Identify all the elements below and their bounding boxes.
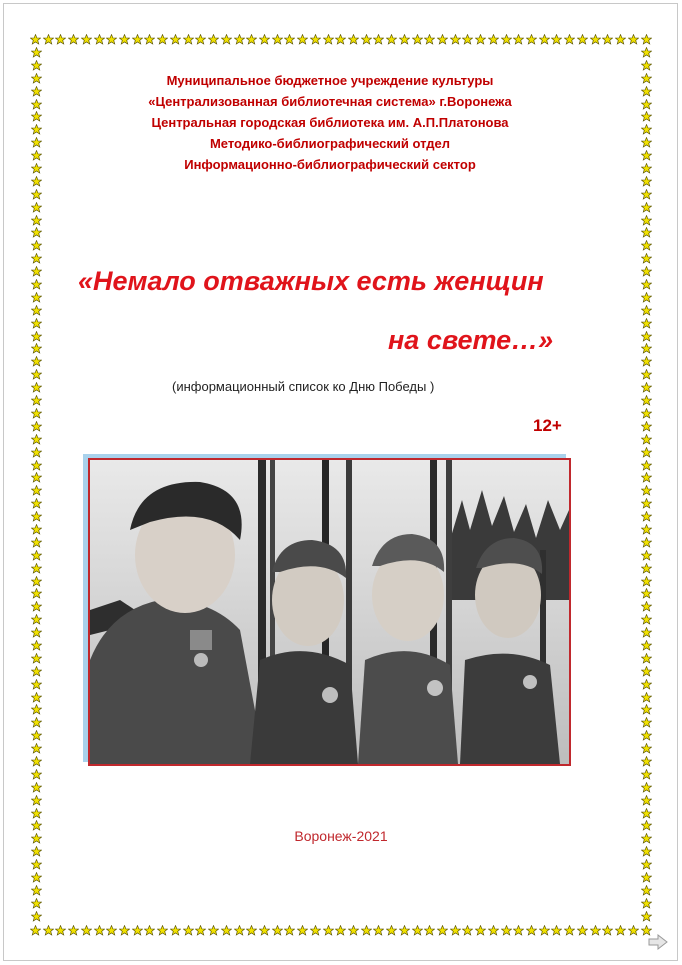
border-star-icon <box>399 925 410 936</box>
border-star-icon <box>641 511 652 522</box>
border-star-icon <box>31 369 42 380</box>
border-star-icon <box>641 331 652 342</box>
border-star-icon <box>641 266 652 277</box>
border-star-icon <box>641 550 652 561</box>
border-star-icon <box>31 692 42 703</box>
border-star-icon <box>641 99 652 110</box>
border-star-icon <box>424 34 435 45</box>
star-border-left <box>30 47 42 922</box>
border-star-icon <box>31 550 42 561</box>
border-star-icon <box>31 395 42 406</box>
border-star-icon <box>208 925 219 936</box>
border-star-icon <box>373 34 384 45</box>
border-star-icon <box>157 925 168 936</box>
wartime-photo <box>88 458 571 766</box>
border-star-icon <box>259 34 270 45</box>
border-star-icon <box>157 34 168 45</box>
border-star-icon <box>323 925 334 936</box>
border-star-icon <box>30 34 41 45</box>
border-star-icon <box>641 498 652 509</box>
border-star-icon <box>641 808 652 819</box>
border-star-icon <box>31 614 42 625</box>
border-star-icon <box>641 292 652 303</box>
page-title-line-1: «Немало отважных есть женщин <box>78 266 544 296</box>
border-star-icon <box>31 730 42 741</box>
border-star-icon <box>31 511 42 522</box>
border-star-icon <box>590 925 601 936</box>
border-star-icon <box>641 614 652 625</box>
border-star-icon <box>641 447 652 458</box>
border-star-icon <box>577 925 588 936</box>
border-star-icon <box>31 666 42 677</box>
border-star-icon <box>31 215 42 226</box>
border-star-icon <box>31 60 42 71</box>
border-star-icon <box>31 808 42 819</box>
border-star-icon <box>31 859 42 870</box>
border-star-icon <box>641 137 652 148</box>
border-star-icon <box>31 563 42 574</box>
border-star-icon <box>144 34 155 45</box>
border-star-icon <box>641 60 652 71</box>
border-star-icon <box>31 898 42 909</box>
border-star-icon <box>577 34 588 45</box>
border-star-icon <box>551 925 562 936</box>
border-star-icon <box>641 588 652 599</box>
org-line-library-system: «Централизованная библиотечная система» г.Воронежа <box>148 94 512 109</box>
border-star-icon <box>323 34 334 45</box>
border-star-icon <box>297 34 308 45</box>
border-star-icon <box>564 925 575 936</box>
border-star-icon <box>641 756 652 767</box>
border-star-icon <box>641 318 652 329</box>
border-star-icon <box>641 666 652 677</box>
border-star-icon <box>641 189 652 200</box>
border-star-icon <box>641 382 652 393</box>
border-star-icon <box>221 34 232 45</box>
border-star-icon <box>31 704 42 715</box>
border-star-icon <box>31 498 42 509</box>
border-star-icon <box>641 305 652 316</box>
border-star-icon <box>641 434 652 445</box>
border-star-icon <box>526 34 537 45</box>
border-star-icon <box>170 34 181 45</box>
border-star-icon <box>31 717 42 728</box>
border-star-icon <box>641 859 652 870</box>
border-star-icon <box>246 34 257 45</box>
border-star-icon <box>615 925 626 936</box>
border-star-icon <box>297 925 308 936</box>
border-star-icon <box>641 627 652 638</box>
border-star-icon <box>641 47 652 58</box>
border-star-icon <box>386 925 397 936</box>
border-star-icon <box>641 640 652 651</box>
border-star-icon <box>208 34 219 45</box>
border-star-icon <box>170 925 181 936</box>
page-subtitle: (информационный список ко Дню Победы ) <box>172 379 435 394</box>
border-star-icon <box>246 925 257 936</box>
border-star-icon <box>641 356 652 367</box>
border-star-icon <box>183 925 194 936</box>
border-star-icon <box>641 202 652 213</box>
border-star-icon <box>284 925 295 936</box>
border-star-icon <box>234 925 245 936</box>
border-star-icon <box>31 240 42 251</box>
border-star-icon <box>602 34 613 45</box>
border-star-icon <box>106 925 117 936</box>
border-star-icon <box>641 408 652 419</box>
border-star-icon <box>31 421 42 432</box>
border-star-icon <box>31 163 42 174</box>
border-star-icon <box>183 34 194 45</box>
border-star-icon <box>31 408 42 419</box>
border-star-icon <box>31 111 42 122</box>
border-star-icon <box>31 124 42 135</box>
border-star-icon <box>31 227 42 238</box>
border-star-icon <box>641 369 652 380</box>
org-line-central-library: Центральная городская библиотека им. А.П.Платонова <box>151 115 509 130</box>
border-star-icon <box>31 150 42 161</box>
star-border-bottom <box>30 924 652 936</box>
border-star-icon <box>641 460 652 471</box>
org-line-department: Методико-библиографический отдел <box>209 136 451 151</box>
border-star-icon <box>31 279 42 290</box>
border-star-icon <box>641 795 652 806</box>
border-star-icon <box>31 872 42 883</box>
border-star-icon <box>68 925 79 936</box>
border-star-icon <box>31 769 42 780</box>
org-line-sector: Информационно-библиографический сектор <box>184 157 476 172</box>
page-title-line-2: на свете…» <box>388 325 554 355</box>
border-star-icon <box>31 640 42 651</box>
border-star-icon <box>590 34 601 45</box>
border-star-icon <box>31 292 42 303</box>
border-star-icon <box>31 653 42 664</box>
border-star-icon <box>31 601 42 612</box>
border-star-icon <box>450 925 461 936</box>
border-star-icon <box>641 537 652 548</box>
border-star-icon <box>31 679 42 690</box>
border-star-icon <box>31 911 42 922</box>
border-star-icon <box>31 99 42 110</box>
border-star-icon <box>641 395 652 406</box>
border-star-icon <box>31 137 42 148</box>
border-star-icon <box>31 47 42 58</box>
border-star-icon <box>615 34 626 45</box>
border-star-icon <box>31 756 42 767</box>
border-star-icon <box>81 925 92 936</box>
border-star-icon <box>31 447 42 458</box>
border-star-icon <box>641 743 652 754</box>
border-star-icon <box>437 925 448 936</box>
border-star-icon <box>641 111 652 122</box>
age-rating-badge: 12+ <box>533 416 562 435</box>
border-star-icon <box>31 266 42 277</box>
border-star-icon <box>641 472 652 483</box>
border-star-icon <box>31 782 42 793</box>
border-star-icon <box>144 925 155 936</box>
border-star-icon <box>641 576 652 587</box>
border-star-icon <box>641 485 652 496</box>
border-star-icon <box>259 925 270 936</box>
border-star-icon <box>106 34 117 45</box>
city-year: Воронеж-2021 <box>294 828 388 844</box>
border-star-icon <box>475 34 486 45</box>
border-star-icon <box>641 704 652 715</box>
border-star-icon <box>641 782 652 793</box>
border-star-icon <box>641 717 652 728</box>
border-star-icon <box>539 34 550 45</box>
border-star-icon <box>501 925 512 936</box>
border-star-icon <box>31 189 42 200</box>
border-star-icon <box>641 240 652 251</box>
border-star-icon <box>55 34 66 45</box>
border-star-icon <box>475 925 486 936</box>
border-star-icon <box>641 34 652 45</box>
border-star-icon <box>195 925 206 936</box>
border-star-icon <box>526 925 537 936</box>
border-star-icon <box>539 925 550 936</box>
border-star-icon <box>310 34 321 45</box>
border-star-icon <box>501 34 512 45</box>
border-star-icon <box>641 679 652 690</box>
border-star-icon <box>94 34 105 45</box>
border-star-icon <box>437 34 448 45</box>
border-star-icon <box>412 925 423 936</box>
border-star-icon <box>641 227 652 238</box>
border-star-icon <box>424 925 435 936</box>
border-star-icon <box>488 34 499 45</box>
border-star-icon <box>641 124 652 135</box>
border-star-icon <box>31 885 42 896</box>
border-star-icon <box>94 925 105 936</box>
border-star-icon <box>335 925 346 936</box>
border-star-icon <box>31 576 42 587</box>
border-star-icon <box>234 34 245 45</box>
border-star-icon <box>641 73 652 84</box>
border-star-icon <box>43 34 54 45</box>
border-star-icon <box>513 34 524 45</box>
border-star-icon <box>641 885 652 896</box>
border-star-icon <box>221 925 232 936</box>
border-star-icon <box>641 898 652 909</box>
border-star-icon <box>641 911 652 922</box>
border-star-icon <box>361 925 372 936</box>
border-star-icon <box>641 653 652 664</box>
org-line-institution: Муниципальное бюджетное учреждение культуры <box>166 73 494 88</box>
star-border-right <box>640 47 652 922</box>
border-star-icon <box>31 86 42 97</box>
star-border-top <box>30 33 652 45</box>
border-star-icon <box>31 524 42 535</box>
border-star-icon <box>31 331 42 342</box>
organization-header <box>80 70 580 175</box>
border-star-icon <box>641 150 652 161</box>
border-star-icon <box>272 34 283 45</box>
border-star-icon <box>641 846 652 857</box>
border-star-icon <box>31 846 42 857</box>
border-star-icon <box>31 202 42 213</box>
border-star-icon <box>31 472 42 483</box>
border-star-icon <box>43 925 54 936</box>
border-star-icon <box>348 925 359 936</box>
border-star-icon <box>641 524 652 535</box>
border-star-icon <box>641 343 652 354</box>
border-star-icon <box>564 34 575 45</box>
border-star-icon <box>628 925 639 936</box>
border-star-icon <box>462 925 473 936</box>
border-star-icon <box>272 925 283 936</box>
border-star-icon <box>488 925 499 936</box>
border-star-icon <box>386 34 397 45</box>
border-star-icon <box>30 925 41 936</box>
border-star-icon <box>412 34 423 45</box>
border-star-icon <box>119 34 130 45</box>
border-star-icon <box>641 86 652 97</box>
border-star-icon <box>31 434 42 445</box>
border-star-icon <box>641 563 652 574</box>
border-star-icon <box>284 34 295 45</box>
border-star-icon <box>31 318 42 329</box>
border-star-icon <box>628 34 639 45</box>
border-star-icon <box>31 627 42 638</box>
border-star-icon <box>31 73 42 84</box>
border-star-icon <box>641 279 652 290</box>
border-star-icon <box>31 460 42 471</box>
border-star-icon <box>31 485 42 496</box>
border-star-icon <box>31 588 42 599</box>
next-page-arrow-icon[interactable] <box>648 934 668 950</box>
border-star-icon <box>31 356 42 367</box>
border-star-icon <box>310 925 321 936</box>
border-star-icon <box>399 34 410 45</box>
border-star-icon <box>641 872 652 883</box>
border-star-icon <box>641 176 652 187</box>
border-star-icon <box>641 421 652 432</box>
border-star-icon <box>551 34 562 45</box>
border-star-icon <box>641 253 652 264</box>
border-star-icon <box>31 176 42 187</box>
border-star-icon <box>602 925 613 936</box>
border-star-icon <box>641 692 652 703</box>
border-star-icon <box>31 382 42 393</box>
border-star-icon <box>361 34 372 45</box>
border-star-icon <box>81 34 92 45</box>
border-star-icon <box>348 34 359 45</box>
border-star-icon <box>31 305 42 316</box>
border-star-icon <box>31 795 42 806</box>
border-star-icon <box>31 537 42 548</box>
border-star-icon <box>132 34 143 45</box>
border-star-icon <box>641 215 652 226</box>
border-star-icon <box>132 925 143 936</box>
border-star-icon <box>335 34 346 45</box>
border-star-icon <box>450 34 461 45</box>
border-star-icon <box>513 925 524 936</box>
border-star-icon <box>641 601 652 612</box>
border-star-icon <box>462 34 473 45</box>
border-star-icon <box>31 743 42 754</box>
border-star-icon <box>31 253 42 264</box>
border-star-icon <box>31 343 42 354</box>
border-star-icon <box>641 163 652 174</box>
border-star-icon <box>55 925 66 936</box>
border-star-icon <box>195 34 206 45</box>
border-star-icon <box>641 769 652 780</box>
border-star-icon <box>119 925 130 936</box>
wartime-photo-illustration-icon <box>90 460 569 764</box>
border-star-icon <box>641 730 652 741</box>
border-star-icon <box>373 925 384 936</box>
border-star-icon <box>68 34 79 45</box>
